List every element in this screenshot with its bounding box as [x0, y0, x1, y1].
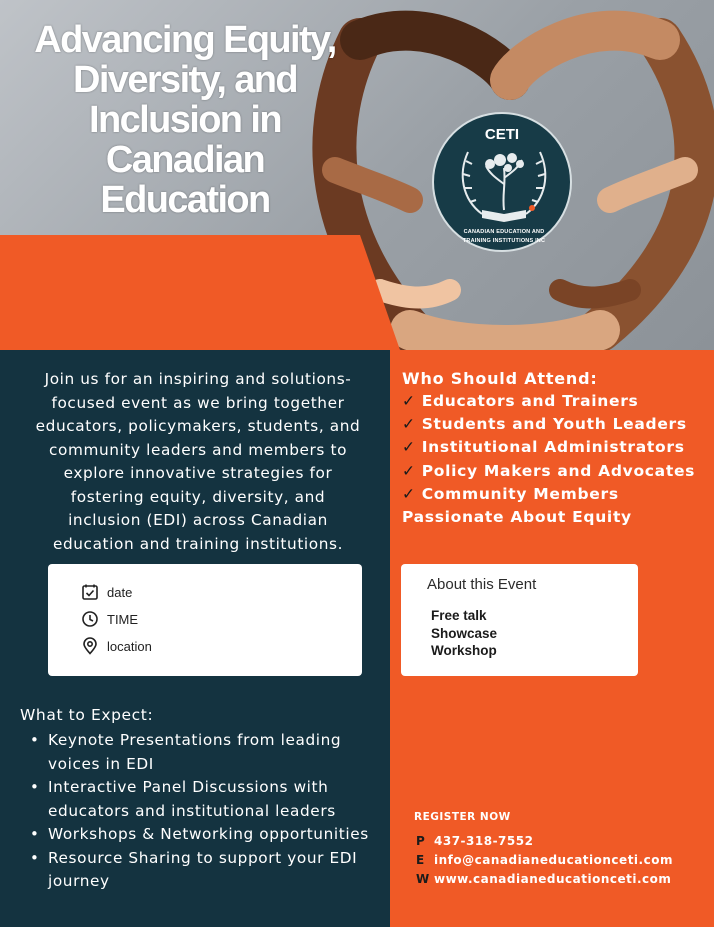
list-item [402, 413, 707, 436]
expect-list [28, 729, 378, 894]
list-item [402, 460, 707, 483]
who-item-label: Educators and Trainers [421, 392, 639, 410]
email-key: E [416, 853, 425, 867]
web-key: W [416, 872, 430, 886]
page-title: Advancing Equity, Diversity, and Inclusion in Canadian Education [34, 19, 336, 221]
email-row [416, 851, 673, 870]
about-list [431, 607, 497, 660]
who-item-label: Community Members Passionate About Equity [402, 484, 632, 527]
date-row [81, 582, 132, 602]
phone-key: P [416, 834, 426, 848]
check-icon: ✓ [402, 484, 416, 503]
date-label: date [107, 584, 133, 600]
who-heading: Who Should Attend: [402, 369, 598, 388]
logo-subtitle: CANADIAN EDUCATION AND TRAINING INSTITUTIONS INC [462, 229, 546, 244]
event-details-card [48, 564, 362, 676]
list-item: Free talk [431, 608, 487, 623]
list-item: Workshop [431, 643, 497, 658]
who-item-label: Students and Youth Leaders [421, 415, 687, 434]
list-item [402, 436, 707, 459]
time-row [81, 609, 138, 629]
list-item: Showcase [431, 625, 498, 641]
register-heading: REGISTER NOW [414, 811, 511, 823]
ceti-logo [432, 112, 572, 252]
list-item [402, 483, 707, 529]
about-title: About this Event [427, 576, 537, 593]
check-icon: ✓ [402, 461, 416, 480]
intro-paragraph: Join us for an inspiring and solutions- focused event as we bring together educators, policymakers, students, and community leaders and members to explore innovative strategies for fostering equity, diversity, and inclusion (EDI) across Canadian education and training institutions. [35, 370, 361, 553]
email-link[interactable]: info@canadianeducationceti.com [434, 853, 673, 867]
who-item-label: Policy Makers and Advocates [421, 461, 696, 480]
phone-row [416, 832, 673, 851]
website-link[interactable]: www.canadianeducationceti.com [434, 872, 672, 886]
about-event-card [401, 564, 638, 676]
list-item [402, 390, 707, 413]
hero-orange-block [0, 235, 400, 350]
time-label: TIME [107, 611, 139, 627]
who-item-label: Institutional Administrators [421, 438, 685, 457]
list-item: • Workshops & Networking opportunities [28, 823, 378, 847]
expect-heading: What to Expect: [20, 706, 154, 724]
website-row [416, 870, 673, 889]
location-label: location [107, 638, 152, 654]
who-list [402, 390, 707, 529]
calendar-check-icon [81, 583, 99, 601]
clock-icon [81, 610, 99, 628]
check-icon: ✓ [402, 392, 416, 410]
logo-name: CETI [484, 126, 520, 143]
location-pin-icon [81, 637, 99, 655]
location-row [81, 636, 152, 656]
hero-banner [0, 0, 714, 350]
tree-book-icon [454, 144, 554, 224]
list-item: • Resource Sharing to support your EDI journey [28, 847, 378, 894]
list-item: • Keynote Presentations from leading voices in EDI [28, 729, 378, 776]
check-icon: ✓ [402, 438, 416, 457]
phone-number[interactable]: 437-318-7552 [434, 834, 534, 848]
contact-list [416, 832, 673, 889]
check-icon: ✓ [402, 415, 416, 434]
list-item: • Interactive Panel Discussions with educators and institutional leaders [28, 776, 378, 823]
